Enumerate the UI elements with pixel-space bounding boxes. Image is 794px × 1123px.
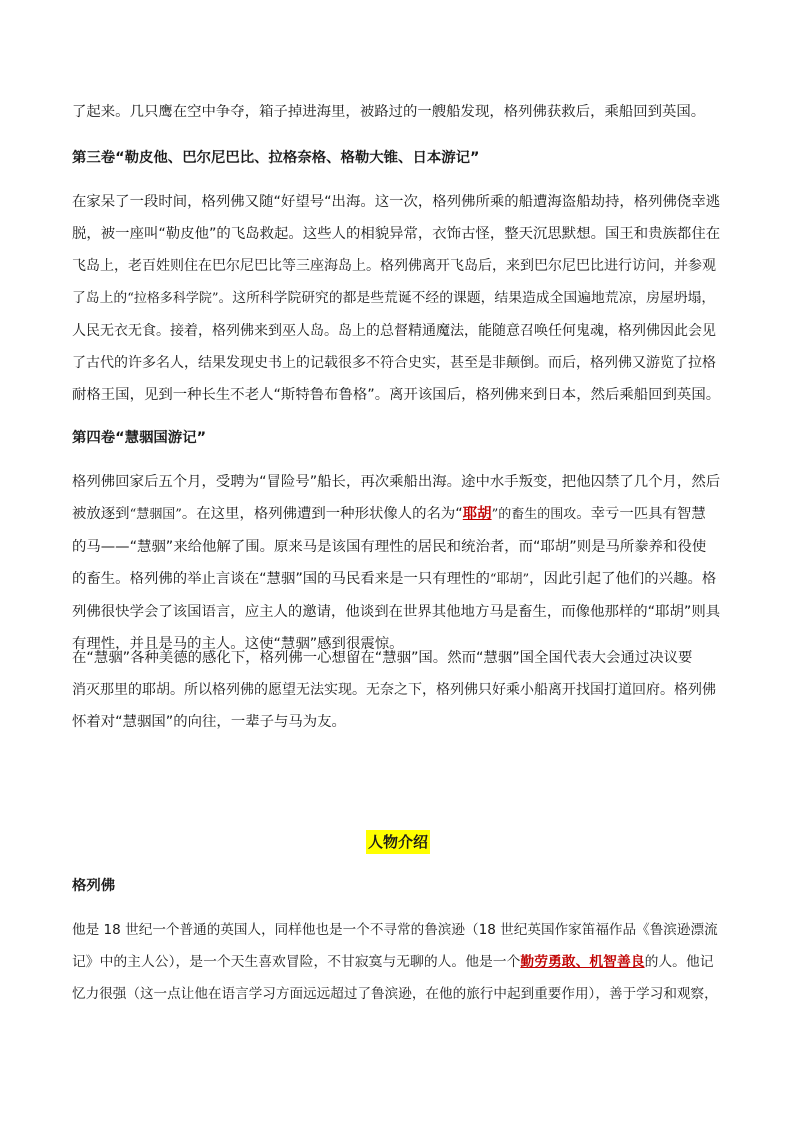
highlight-traits: 勤劳勇敢、机智善良	[520, 954, 645, 970]
text-line: 脱，被一座叫“勒皮他”的飞岛救起。这些人的相貌异常，衣饰古怪，整天沉思默想。国王和贵族都住在	[72, 226, 721, 242]
section-title-characters: 人物介绍	[366, 830, 430, 854]
text-span: 记》中的主人公），是一个天生喜欢冒险，不甘寂寞与无聊的人。他是一个	[72, 954, 521, 970]
text-span: ，因此引起了他们的兴趣。格	[529, 571, 717, 587]
text-line: 列佛很快学会了该国语言，应主人的邀请，他谈到在世界其他地方马是畜生，而像他那样的“耶胡”则具	[72, 604, 721, 620]
text-line: 的马——“慧骃”来给他解了围。原来马是该国有理性的居民和统治者，而“耶胡”则是马所豢养和役使	[72, 539, 707, 555]
text-line: 在家呆了一段时间，格列佛又随“好望号“出海。这一次，格列佛所乘的船遭海盗船劫持，格列佛侥幸逃	[72, 194, 721, 210]
text-line: 他是 18 世纪一个普通的英国人，同样他也是一个不寻常的鲁滨逊（18 世纪英国作家笛福作品《鲁滨逊漂流	[72, 922, 718, 938]
text-line: 了起来。几只鹰在空中争夺，箱子掉进海里，被路过的一艘船发现，格列佛获救后，乘船回到英国。	[72, 104, 706, 120]
text-line: 飞岛上，老百姓则住在巴尔尼巴比等三座海岛上。格列佛离开飞岛后，来到巴尔尼巴比进行访问，并参观	[72, 258, 716, 274]
text-span: 了岛上的	[72, 290, 128, 306]
text-span: 。这所科学院研究的都是些荒诞不经的课题，结果造成全国遍地荒凉，房屋坍塌，	[218, 290, 716, 306]
paragraph-book4	[72, 466, 722, 660]
paragraph-gulliver-intro	[72, 914, 722, 1010]
text-line	[72, 282, 722, 315]
paragraph-book3	[72, 186, 722, 411]
text-line	[72, 563, 722, 596]
text-span: 。幸亏一匹具有智慧	[576, 506, 706, 522]
text-line: 怀着对“慧骃国”的向往，一辈子与马为友。	[72, 714, 346, 730]
text-span: 。在这里，格列佛遭到一种形状像人的名为“	[181, 506, 463, 522]
text-span: 被放逐到	[72, 506, 130, 522]
text-span-laputa-academy: “拉格多科学院”	[127, 291, 219, 306]
text-line: 了古代的许多名人，结果发现史书上的记载很多不符合史实，甚至是非颠倒。而后，格列佛又游览了拉格	[72, 355, 716, 371]
text-span: ”的畜生的围攻	[491, 507, 577, 522]
paragraph-book2-ending	[72, 96, 722, 128]
paragraph-book4-ending	[72, 642, 722, 738]
heading-book4: 第四卷“慧骃国游记”	[72, 430, 207, 446]
text-line: 忆力很强（这一点让他在语言学习方面远远超过了鲁滨逊，在他的旅行中起到重要作用），善于学习和观察，	[72, 986, 718, 1002]
text-line: 在“慧骃”各种美德的感化下，格列佛一心想留在“慧骃”国。然而“慧骃”国全国代表大会通过决议要	[72, 650, 693, 666]
text-span: 的人。他记	[644, 954, 714, 970]
highlight-yahoo: 耶胡	[462, 506, 492, 522]
text-span-yahoo: “耶胡”	[489, 572, 530, 587]
text-line: 人民无衣无食。接着，格列佛来到巫人岛。岛上的总督精通魔法，能随意召唤任何鬼魂，格列佛因此会见	[72, 323, 716, 339]
text-span: 的畜生。格列佛的举止言谈在“慧骃”国的马民看来是一只有理性的	[72, 571, 490, 587]
text-span-houyhnhnm-land: “慧骃国”	[129, 507, 182, 522]
heading-gulliver: 格列佛	[72, 878, 116, 894]
text-line: 格列佛回家后五个月，受聘为“冒险号”船长，再次乘船出海。途中水手叛变，把他囚禁了几个月，然后	[72, 474, 721, 490]
heading-book3: 第三卷“勒皮他、巴尔尼巴比、拉格奈格、格勒大锥、日本游记”	[72, 150, 480, 166]
text-line: 消灭那里的耶胡。所以格列佛的愿望无法实现。无奈之下，格列佛只好乘小船离开找国打道回府。格列佛	[72, 682, 716, 698]
text-line: 耐格王国，见到一种长生不老人“斯特鲁布鲁格”。离开该国后，格列佛来到日本，然后乘船回到英国。	[72, 387, 721, 403]
text-line: 有理性，并且是马的主人。这使“慧骃”感到很震惊。	[72, 636, 404, 652]
text-line	[72, 946, 722, 978]
text-line	[72, 498, 722, 531]
